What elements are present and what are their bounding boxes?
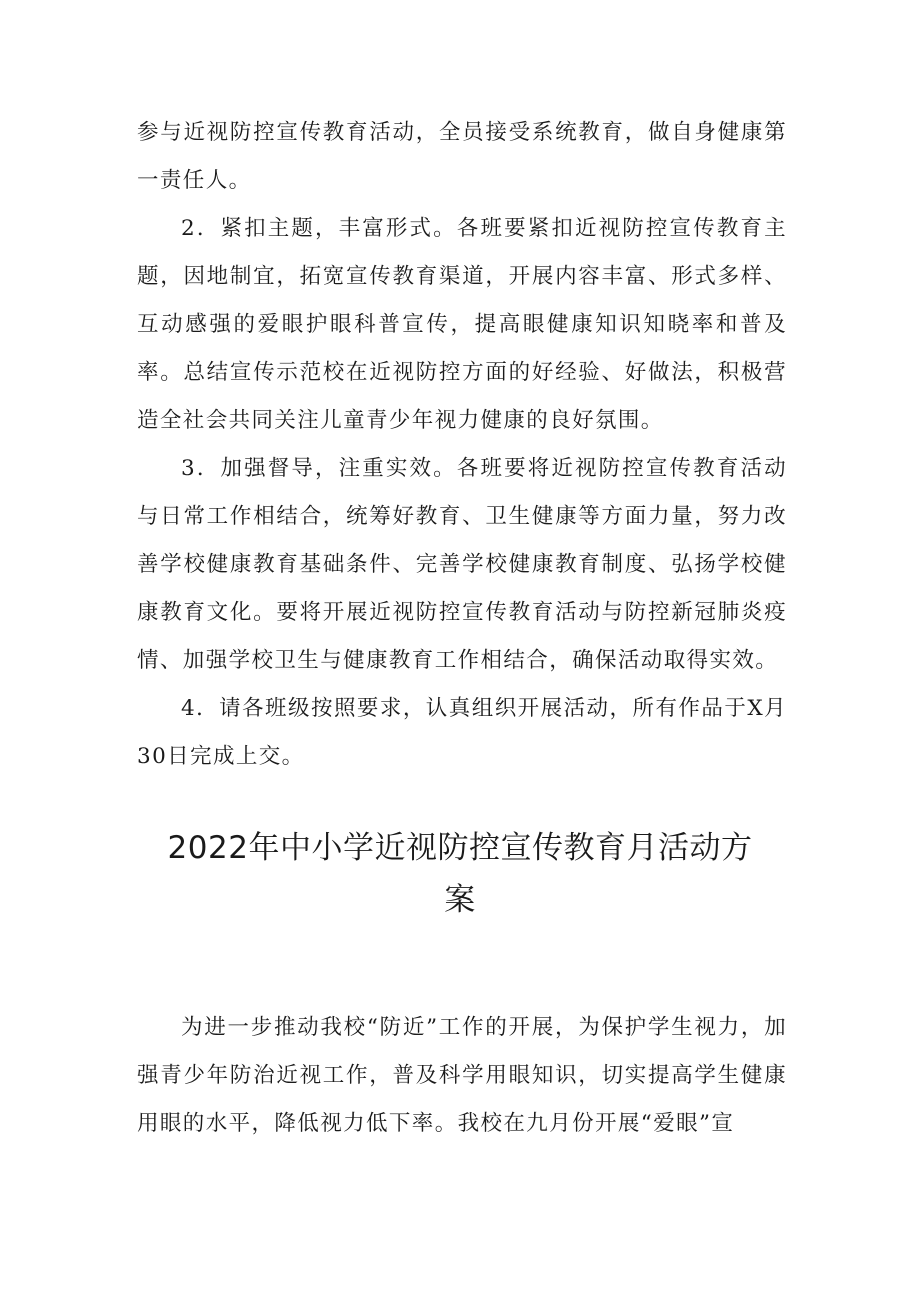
paragraph-continuation: 参与近视防控宣传教育活动，全员接受系统教育，做自身健康第一责任人。: [137, 120, 787, 193]
document-title-line-1: 2022年中小学近视防控宣传教育月活动方: [167, 830, 753, 866]
document-title: [110, 822, 810, 926]
paragraph-intro: 为进一步推动我校“防近”工作的开展，为保护学生视力，加强青少年防治近视工作，普及科学用眼知识，切实提高学生健康用眼的水平，降低视力低下率。我校在九月份开展“爱眼”宣: [137, 1015, 787, 1136]
document-title-line-2: 案: [444, 882, 476, 918]
paragraph-item-3: 3．加强督导，注重实效。各班要将近视防控宣传教育活动与日常工作相结合，统筹好教育、卫生健康等方面力量，努力改善学校健康教育基础条件、完善学校健康教育制度、弘扬学校健康教育文化。要将开展近视防控宣传教育活动与防控新冠肺炎疫情、加强学校卫生与健康教育工作相结合，确保活动取得实效。: [137, 456, 787, 673]
paragraph-item-4: 4．请各班级按照要求，认真组织开展活动，所有作品于X月30日完成上交。: [137, 696, 787, 769]
paragraph-item-2: 2．紧扣主题，丰富形式。各班要紧扣近视防控宣传教育主题，因地制宜，拓宽宣传教育渠道，开展内容丰富、形式多样、互动感强的爱眼护眼科普宣传，提高眼健康知识知晓率和普及率。总结宣传示范校在近视防控方面的好经验、好做法，积极营造全社会共同关注儿童青少年视力健康的良好氛围。: [137, 216, 787, 433]
